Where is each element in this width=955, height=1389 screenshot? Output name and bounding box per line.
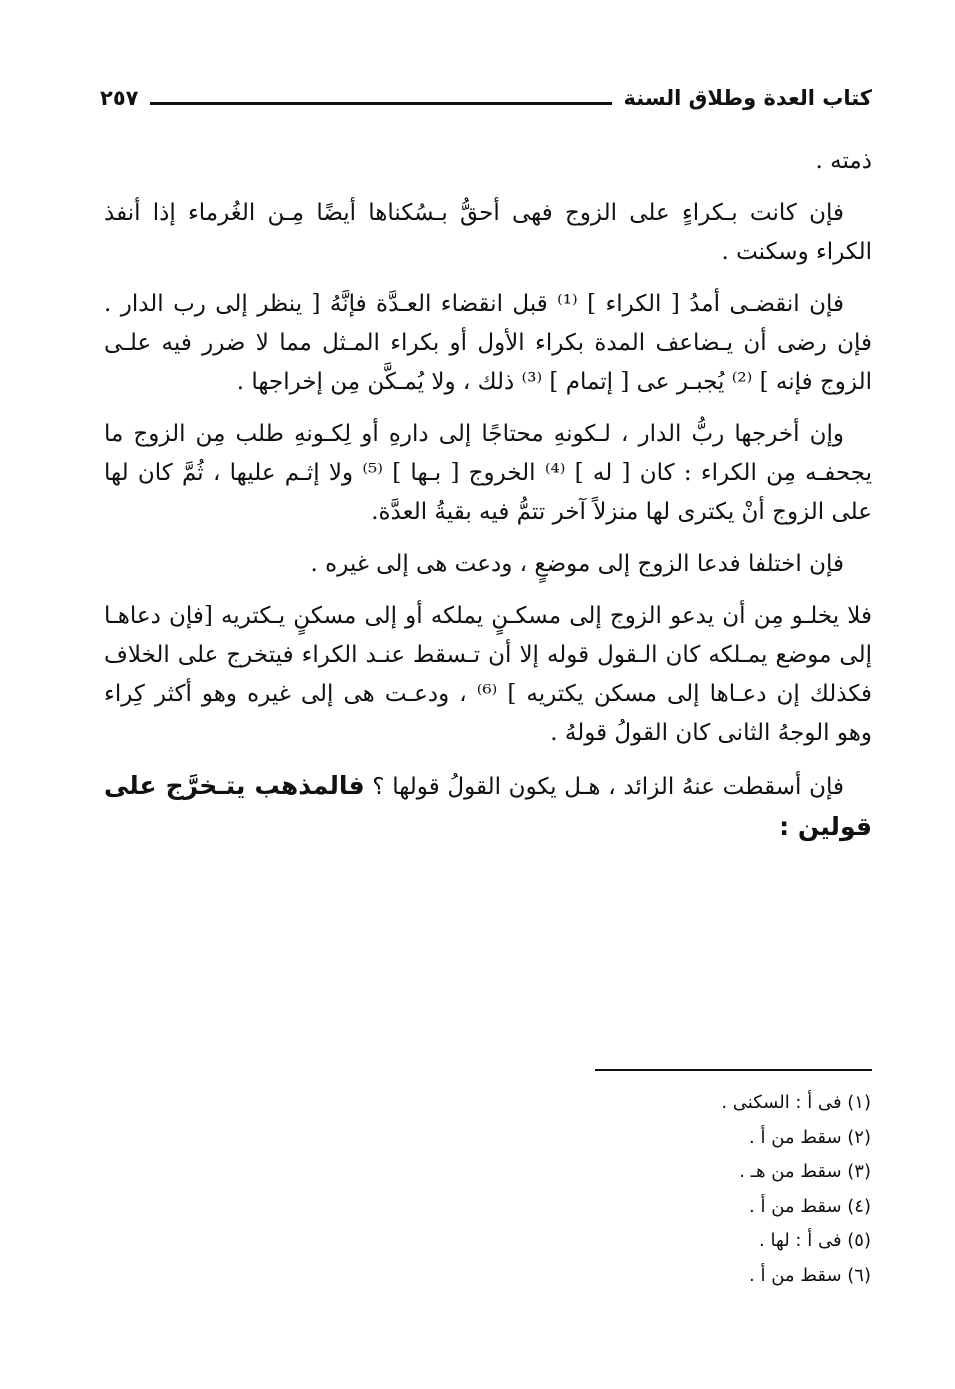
footnote-4: (٤) سقط من أ .: [749, 1195, 871, 1217]
book-title: كتاب العدة وطلاق السنة: [623, 86, 872, 110]
header-rule: [150, 102, 611, 105]
paragraph-7: [104, 766, 872, 848]
paragraph-3: فإن انقضـى أمدُ [ الكراء ] ⁽¹⁾ قبل انقضاء العـدَّة فإنَّهُ [ ينظر إلى رب الدار . فإن رضى أن يـضاعف المدة بكراء الأول أو بكراء المـثل مما لا ضرر فيه علـى الزوج فإنه ] ⁽²⁾ يُجبـر عى [ إتمام ] ⁽³⁾ ذلك ، ولا يُمـكَّن مِن إخراجها .: [104, 291, 872, 395]
paragraph-7-text: فإن أسقطت عنهُ الزائد ، هـل يكون القولُ قولها ؟: [364, 774, 844, 800]
footnote-3: (٣) سقط من هـ .: [739, 1161, 871, 1182]
paragraph-1: ذمته .: [815, 148, 872, 174]
main-text: [104, 142, 872, 861]
footnote-2: (٢) سقط من أ .: [749, 1126, 871, 1148]
footnotes: [571, 1086, 871, 1293]
paragraph-6: فلا يخلـو مِن أن يدعو الزوج إلى مسكـنٍ يملكه أو إلى مسكنٍ يـكتريه [فإن دعاهـا إلى موضع يمـلكه كان الـقول قوله إلا أن تـسقط عنـد الكراء فيتخرج على الخلاف فكذلك إن دعـاها إلى مسكن يكتريه ] ⁽⁶⁾ ، ودعـت هى إلى غيره وهو أكثر كِراء وهو الوجهُ الثانى كان القولُ قولهُ .: [104, 603, 873, 746]
footnote-6: (٦) سقط من أ .: [749, 1264, 871, 1286]
paragraph-7-bold: فالمذهب يتـخرَّج على قولين :: [104, 771, 872, 841]
running-header: [100, 78, 872, 118]
footnote-5: (٥) فى أ : لها .: [759, 1230, 871, 1251]
paragraph-4: وإن أخرجها ربُّ الدار ، لـكونهِ محتاجًا إلى دارهِ أو لِكـونهِ طلب مِن الزوج ما يجحفـه مِن الكراء : كان [ له ] ⁽⁴⁾ الخروج [ بـها ] ⁽⁵⁾ ولا إثـم عليها ، ثُمَّ كان لها على الزوج أنْ يكترى لها منزلاً آخر تتمُّ فيه بقيةُ العدَّة.: [104, 421, 872, 525]
paragraph-2: فإن كانت بـكراءٍ على الزوج فهى أحقُّ بـسُكناها أيضًا مِـن الغُرماء إذا أنفذ الكراء وسكنت .: [104, 200, 872, 265]
page-number: ٢٥٧: [100, 86, 139, 110]
paragraph-5: فإن اختلفا فدعا الزوج إلى موضعٍ ، ودعت هى إلى غيره .: [310, 551, 844, 577]
footnote-separator: [595, 1069, 872, 1071]
footnote-1: (١) فى أ : السكنى .: [721, 1092, 871, 1113]
